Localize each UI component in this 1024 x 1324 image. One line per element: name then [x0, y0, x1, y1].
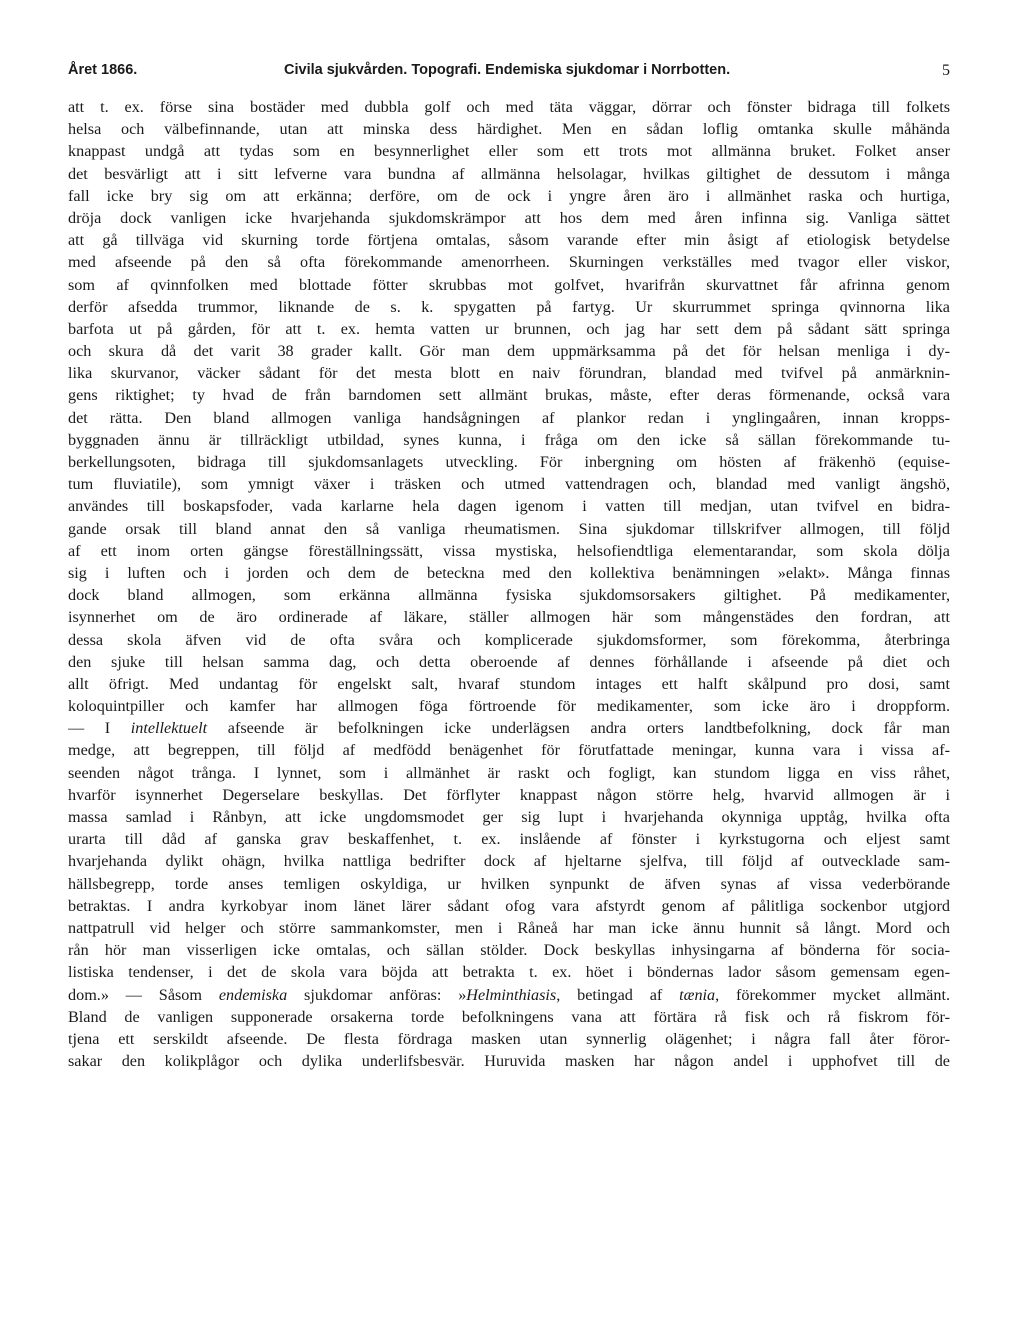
text-line: med afseende på den så ofta förekommande amenorrheen. Skurningen verkställes med tvagor eller viskor, [68, 253, 950, 272]
text-line: att t. ex. förse sina bostäder med dubbla golf och med täta väggar, dörrar och fönster bidraga till folkets [68, 98, 950, 116]
text-line: derför afsedda trummor, liknande de s. k. spygatten på fartyg. Ur skurrummet springa qvinnorna lika [68, 297, 950, 316]
text-line: användes till boskapsfoder, vada karlarne hela dagen igenom i vatten till medjan, utan tvifvel en bidra- [68, 497, 950, 516]
text-line: som af qvinnfolken med blottade fötter skrubbas mot golfvet, hvarifrån skurvattnet får afrinna genom [68, 275, 950, 294]
text-line: byggnaden ännu är tillräckligt utbildad, synes kunna, i fråga om den icke så sällan förekommande tu- [68, 430, 950, 449]
text-line: hällsbegrepp, torde anses temligen oskyldiga, ur hvilken synpunkt de äfven synas af vissa vederbörande [68, 874, 950, 893]
text-line: gande orsak till bland annat den så vanliga rheumatismen. Sina sjukdomar tillskrifver allmogen, till följd [68, 519, 950, 538]
text-line: seenden något trånga. I lynnet, som i allmänhet är raskt och fogligt, kan stundom ligga en viss råhet, [68, 763, 950, 782]
text-line: sakar den kolikplågor och dylika underlifsbesvär. Huruvida masken har någon andel i upphofvet till de [68, 1052, 950, 1071]
text-line: berkellungsoten, bidraga till sjukdomsanlagets utveckling. För inbergning om hösten af fräkenhö (equise- [68, 453, 950, 471]
text-line: medge, att begreppen, till följd af medfödd benägenhet för förutfattade meningar, kunna vara i vissa af- [68, 741, 950, 760]
text-line: fall icke bry sig om att erkänna; derföre, om de ock i yngre åren äro i allmänhet raska och hurtiga, [68, 186, 950, 205]
text-line: listiska tendenser, i det de skola vara böjda att betrakta t. ex. höet i böndernas lador såsom gemensam egen- [68, 963, 950, 982]
text-line: tum fluviatile), som ymnigt växer i träsken och utmed vattendragen och, blandad med vanligt ängshö, [68, 475, 950, 494]
text-line: isynnerhet om de äro ordinerade af läkare, ställer allmogen här som mångenstädes den fordran, att [68, 608, 950, 627]
text-line: koloquintpiller och kamfer har allmogen föga förtroende för medikamenter, som icke äro i droppform. [68, 697, 950, 716]
text-line: dock bland allmogen, som erkänna allmänna fysiska sjukdomsorsakers giltighet. På medikamenter, [68, 586, 950, 605]
text-line: sig i luften och i jorden och dem de beteckna med den kollektiva benämningen »elakt». Många finnas [68, 563, 950, 582]
text-line: tjena ett serskildt afseende. De flesta fördraga masken utan synnerlig olägenhet; i några fall åter föror- [68, 1029, 950, 1048]
text-line: rån hör man visserligen icke omtalas, och sällan stölder. Dock beskyllas inhysingarna af bönderna för socia- [68, 941, 950, 960]
text-line: allt öfrigt. Med undantag för engelskt salt, hvaraf stundom intages ett halft skålpund pro dosi, samt [68, 674, 950, 693]
text-line: dom.» — Såsom endemiska sjukdomar anföras: »Helminthiasis, betingad af tænia, förekommer mycket allmänt. [68, 985, 950, 1004]
running-header [68, 62, 950, 86]
text-line: dessa skola äfven vid de ofta svåra och komplicerade sjukdomsformer, som förekomma, återbringa [68, 630, 950, 649]
text-line: dröja dock vanligen icke hvarjehanda sjukdomskrämpor att hos dem med åren infinna sig. Vanliga sättet [68, 208, 950, 227]
page-number: 5 [942, 62, 950, 79]
text-line: lika skurvanor, väcker sådant för det mesta blott en naiv förundran, blandad med tvifvel på anmärknin- [68, 364, 950, 383]
text-line: knappast undgå att tydas som en besynnerlighet eller som ett trots mot allmänna bruket. Folket anser [68, 142, 950, 161]
text-line: helsa och välbefinnande, utan att minska dess härdighet. Men en sådan loflig omtanka skulle måhända [68, 120, 950, 139]
text-line: nattpatrull vid helger och större sammankomster, men i Råneå har man icke ännu hunnit så långt. Mord och [68, 918, 950, 937]
text-line: urarta till dåd af ganska grav beskaffenhet, t. ex. inslående af fönster i kyrkstugorna och eljest samt [68, 830, 950, 849]
text-line: — I intellektuelt afseende är befolkningen icke underlägsen andra orters landtbefolkning, dock får man [68, 719, 950, 738]
text-line: den sjuke till helsan samma dag, och detta oberoende af dennes förhållande i afseende på diet och [68, 652, 950, 671]
text-line: att gå tillväga vid skurning torde förtjena omtalas, såsom varande efter min åsigt af etiologisk betydelse [68, 231, 950, 250]
header-year: Året 1866. [68, 62, 138, 78]
text-line: massa samlad i Rånbyn, att icke ungdomsmodet ger sig lupt i hvarjehanda okynniga upptåg, hvilka ofta [68, 808, 950, 826]
header-title: Civila sjukvården. Topografi. Endemiska sjukdomar i Norrbotten. [284, 62, 731, 78]
text-line: Bland de vanligen supponerade orsakerna torde befolkningens vana att förtära rå fisk och rå fiskrom för- [68, 1007, 950, 1026]
text-line: af ett inom orten gängse föreställningssätt, vissa mystiska, helsofiendtliga elementarandar, som skola dölja [68, 541, 950, 560]
text-line: barfota ut på gården, för att t. ex. hemta vatten ur brunnen, och jag har sett dem på sådant sätt springa [68, 319, 950, 338]
text-line: det besvärligt att i sitt lefverne vara bundna af allmänna helsolagar, hvilkas giltighet de dessutom i många [68, 164, 950, 183]
body-text [68, 96, 950, 1072]
text-line: och skura då det varit 38 grader kallt. Gör man dem uppmärksamma på det för helsan menliga i dy- [68, 342, 950, 361]
text-line: betraktas. I andra kyrkobyar inom länet lärer sådant ofog vara afstyrdt genom af pålitliga sockenbor utgjord [68, 896, 950, 915]
text-line: hvarjehanda dylikt ohägn, hvilka nattliga bedrifter dock af hjeltarne sjelfva, till följd af outvecklade sam- [68, 852, 950, 871]
text-line: det rätta. Den bland allmogen vanliga handsågningen af plankor redan i ynglingaåren, innan kropps- [68, 408, 950, 427]
text-line: hvarför isynnerhet Degerselare beskyllas. Det förflyter knappast någon större helg, hvarvid allmogen är i [68, 785, 950, 804]
text-line: gens riktighet; ty hvad de från barndomen sett allmänt brukas, måste, efter deras förmenande, också vara [68, 386, 950, 405]
